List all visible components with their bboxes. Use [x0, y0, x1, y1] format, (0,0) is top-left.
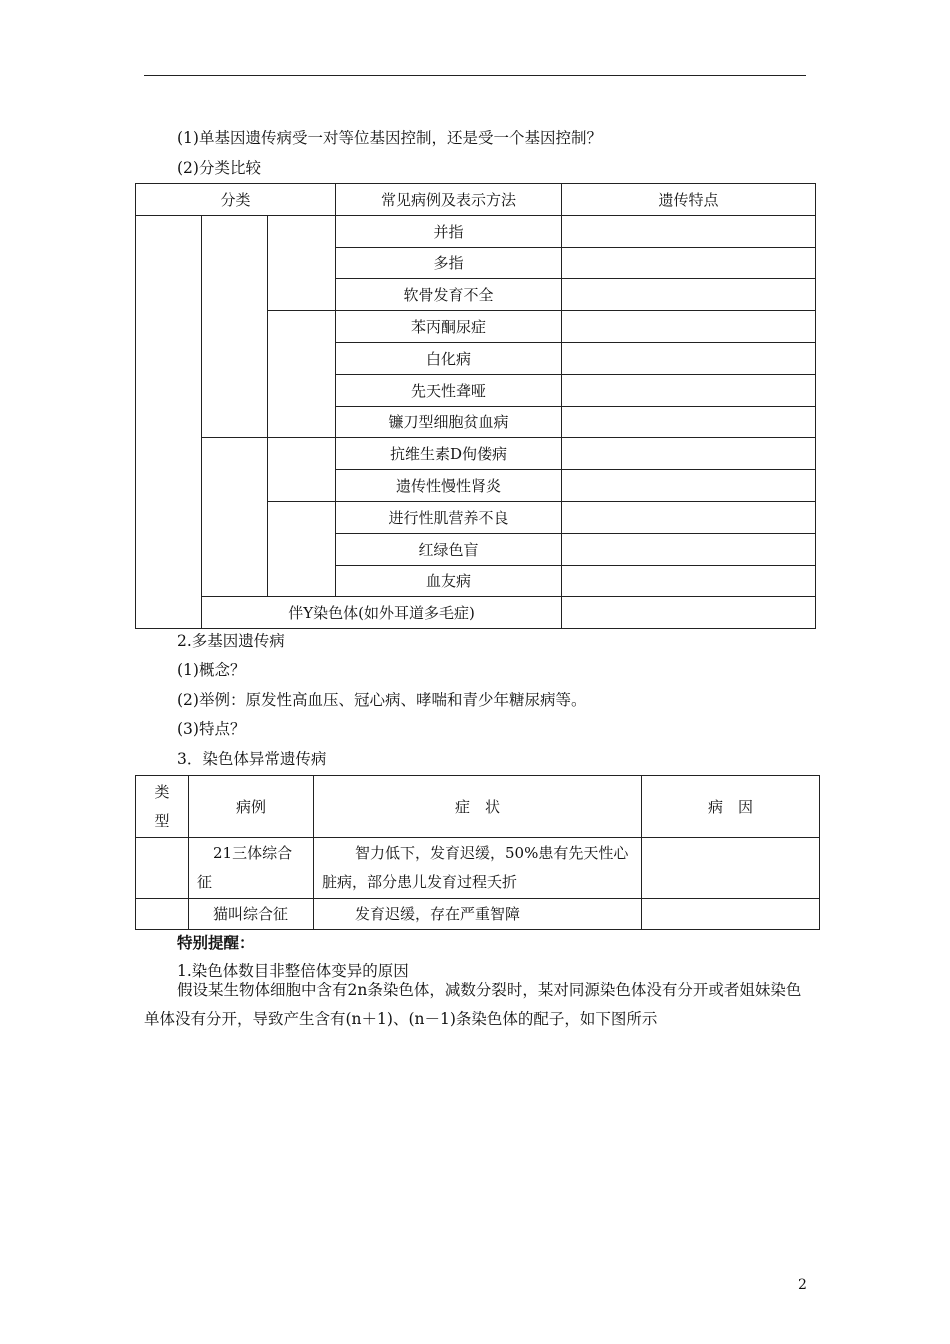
blank-cell — [562, 374, 816, 406]
blank-cell — [562, 597, 816, 629]
table-row: 先天性聋哑 — [336, 374, 562, 406]
blank-cell — [268, 311, 336, 438]
blank-cell — [268, 438, 336, 502]
blank-cell — [562, 247, 816, 279]
header-case: 病例 — [189, 776, 314, 838]
table-row: 并指 — [336, 215, 562, 247]
section-3-title: 3．染色体异常遗传病 — [177, 750, 327, 768]
header-type: 类型 — [136, 776, 189, 838]
blank-cell — [202, 438, 268, 597]
header-cause: 病 因 — [642, 776, 820, 838]
table-row: 血友病 — [336, 565, 562, 597]
header-symptom: 症 状 — [314, 776, 642, 838]
section-2-q3: (3)特点？ — [177, 720, 246, 738]
table-row: 进行性肌营养不良 — [336, 501, 562, 533]
question-1: (1)单基因遗传病受一对等位基因控制，还是受一个基因控制？ — [177, 129, 602, 147]
blank-cell — [562, 565, 816, 597]
blank-cell — [562, 438, 816, 470]
blank-cell — [562, 311, 816, 343]
table-row: 抗维生素D佝偻病 — [336, 438, 562, 470]
table-row-y-linked: 伴Y染色体(如外耳道多毛症) — [202, 597, 562, 629]
section-2-q2: (2)举例：原发性高血压、冠心病、哮喘和青少年糖尿病等。 — [177, 691, 587, 709]
chromosome-disease-table — [135, 775, 820, 930]
blank-cell — [268, 501, 336, 596]
blank-cell — [136, 838, 189, 899]
table-row: 遗传性慢性肾炎 — [336, 470, 562, 502]
header-rule — [144, 75, 806, 76]
header-examples: 常见病例及表示方法 — [336, 184, 562, 216]
table-row: 多指 — [336, 247, 562, 279]
table-row: 苯丙酮尿症 — [336, 311, 562, 343]
table-row: 镰刀型细胞贫血病 — [336, 406, 562, 438]
blank-cell — [562, 342, 816, 374]
reminder-paragraph: 假设某生物体细胞中含有2n条染色体，减数分裂时，某对同源染色体没有分开或者姐妹染色单体没有分开，导致产生含有(n＋1)、(n－1)条染色体的配子，如下图所示 — [144, 981, 802, 1028]
blank-cell — [562, 501, 816, 533]
blank-cell — [562, 215, 816, 247]
reminder-title: 特别提醒： — [177, 933, 255, 952]
table-row: 红绿色盲 — [336, 533, 562, 565]
blank-cell — [562, 470, 816, 502]
blank-cell — [562, 279, 816, 311]
question-2: (2)分类比较 — [177, 159, 261, 177]
page-number: 2 — [798, 1277, 807, 1293]
blank-cell — [202, 215, 268, 438]
case-name: 21三体综合征 — [189, 838, 314, 899]
reminder-item-1: 1.染色体数目非整倍体变异的原因 — [177, 962, 409, 980]
blank-cell — [562, 406, 816, 438]
case-name: 猫叫综合征 — [189, 899, 314, 930]
blank-cell — [642, 838, 820, 899]
table-row: 白化病 — [336, 342, 562, 374]
blank-cell — [642, 899, 820, 930]
header-features: 遗传特点 — [562, 184, 816, 216]
section-2-q1: (1)概念？ — [177, 661, 246, 679]
single-gene-disease-table — [135, 183, 816, 629]
blank-cell — [136, 899, 189, 930]
table-row: 软骨发育不全 — [336, 279, 562, 311]
blank-cell — [268, 215, 336, 310]
blank-cell — [136, 215, 202, 628]
section-2-title: 2.多基因遗传病 — [177, 632, 285, 650]
symptom: 发育迟缓，存在严重智障 — [314, 899, 642, 930]
symptom: 智力低下，发育迟缓，50%患有先天性心脏病，部分患儿发育过程夭折 — [314, 838, 642, 899]
header-category: 分类 — [136, 184, 336, 216]
blank-cell — [562, 533, 816, 565]
